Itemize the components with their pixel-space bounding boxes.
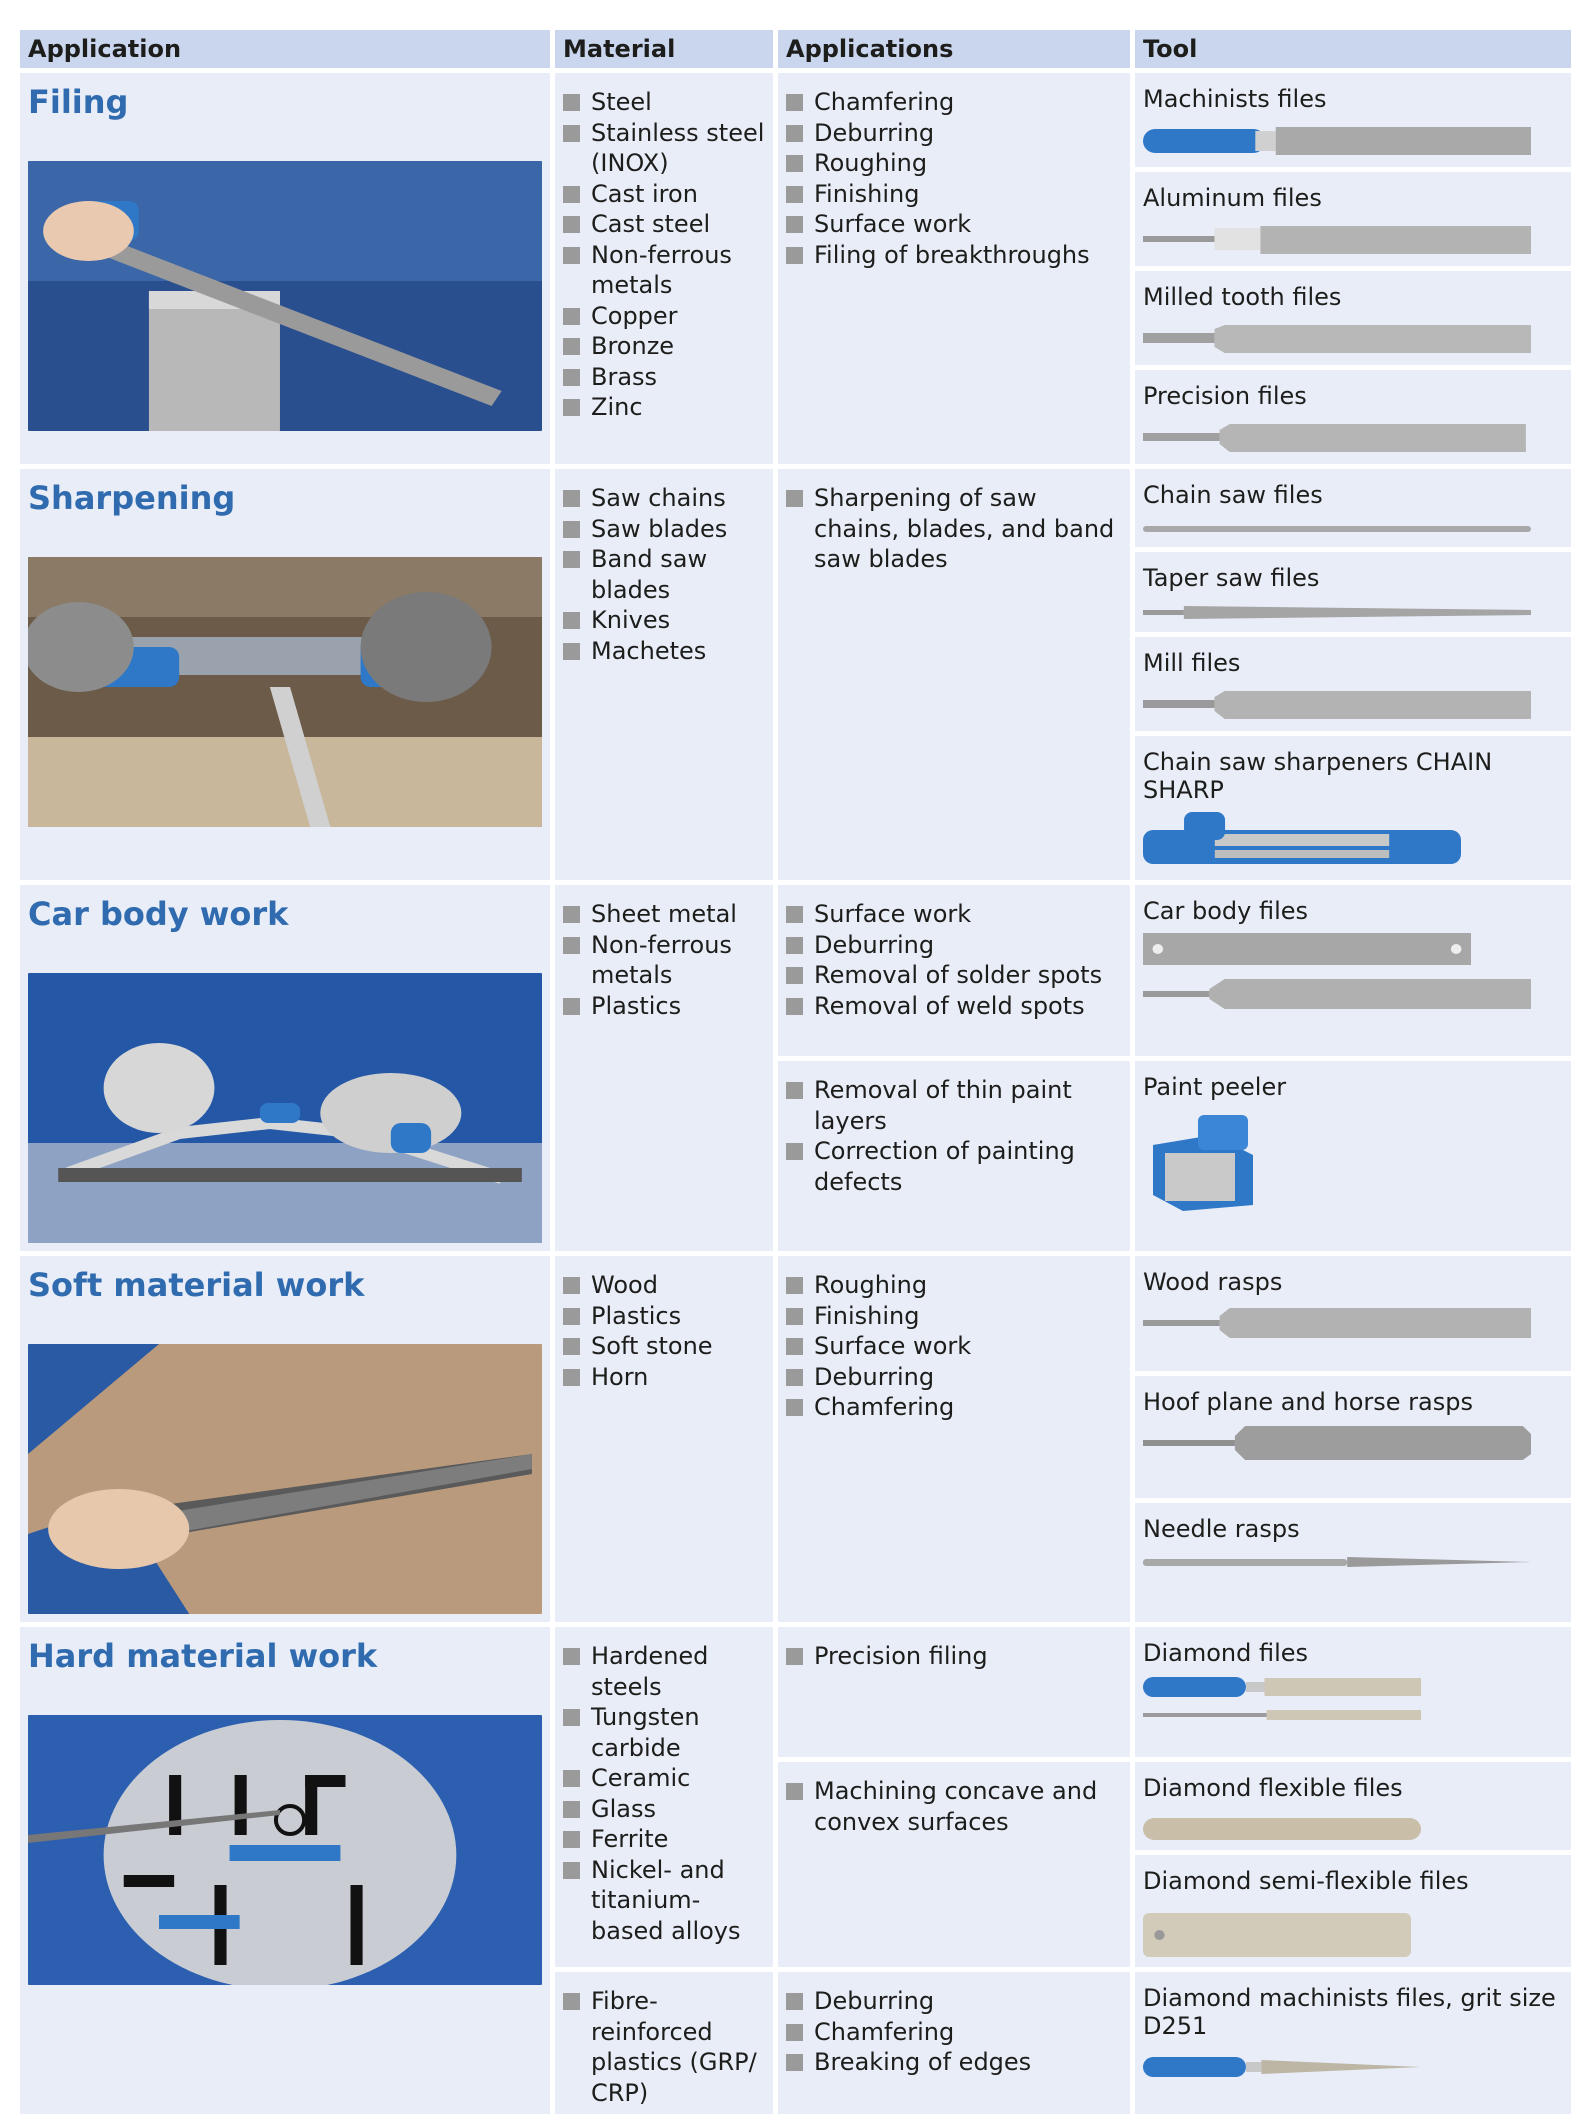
list-item: Saw blades bbox=[563, 514, 767, 545]
tool-cell bbox=[1135, 736, 1571, 880]
header-tool: Tool bbox=[1135, 30, 1571, 68]
aluminum-file-image bbox=[1143, 220, 1531, 258]
list-item: Plastics bbox=[563, 1301, 767, 1332]
tool-name: Needle rasps bbox=[1143, 1514, 1300, 1543]
tool-cell bbox=[1135, 271, 1571, 365]
list-item: Sharpening of saw chains, blades, and band saw blades bbox=[786, 483, 1124, 575]
hard-materials-cell-a bbox=[555, 1627, 773, 1967]
sharpening-materials-cell bbox=[555, 469, 773, 880]
hard-applications-cell-b bbox=[778, 1762, 1130, 1967]
tool-name: Precision files bbox=[1143, 382, 1307, 410]
machinists-file-image bbox=[1143, 121, 1531, 159]
list-item: Zinc bbox=[563, 392, 767, 423]
list-item: Chamfering bbox=[786, 1392, 1124, 1423]
diamond-semi-flexible-file-image bbox=[1143, 1911, 1411, 1959]
tool-name: Diamond machinists files, grit size D251 bbox=[1143, 1984, 1556, 2040]
tool-cell bbox=[1135, 637, 1571, 731]
soft-applications-cell bbox=[778, 1256, 1130, 1622]
carbody-applications-cell-a bbox=[778, 885, 1130, 1056]
diamond-file-image-2 bbox=[1143, 1707, 1421, 1723]
hard-applications-cell-c bbox=[778, 1972, 1130, 2114]
tool-cell bbox=[1135, 73, 1571, 167]
diamond-file-image-1 bbox=[1143, 1675, 1421, 1699]
hoof-rasp-image bbox=[1143, 1424, 1531, 1462]
tool-name: Diamond semi-flexible files bbox=[1143, 1867, 1469, 1895]
tool-name: Car body files bbox=[1143, 897, 1308, 925]
soft-materials-list bbox=[555, 1256, 773, 1398]
list-item: Machining concave and convex surfaces bbox=[786, 1776, 1124, 1837]
chain-saw-file-image bbox=[1143, 517, 1531, 539]
tool-cell bbox=[1135, 885, 1571, 1056]
list-item: Hardened steels bbox=[563, 1641, 767, 1702]
header-material: Material bbox=[555, 30, 773, 68]
hard-materials-cell-b bbox=[555, 1972, 773, 2114]
tool-cell bbox=[1135, 370, 1571, 464]
filing-applications-cell bbox=[778, 73, 1130, 464]
list-item: Plastics bbox=[563, 991, 767, 1022]
car-body-file-image-1 bbox=[1143, 933, 1471, 965]
tool-name: Machinists files bbox=[1143, 85, 1327, 113]
sharpening-applications-list bbox=[778, 469, 1130, 581]
soft-title: Soft material work bbox=[28, 1266, 365, 1304]
hard-applications-list-c bbox=[778, 1972, 1130, 2084]
list-item: Cast steel bbox=[563, 209, 767, 240]
tool-name: Milled tooth files bbox=[1143, 283, 1342, 311]
hard-title: Hard material work bbox=[28, 1637, 378, 1675]
header-application: Application bbox=[20, 30, 550, 68]
header-row bbox=[20, 30, 1571, 68]
tool-name: Diamond files bbox=[1143, 1639, 1309, 1667]
list-item: Non-ferrous metals bbox=[563, 930, 767, 991]
list-item: Surface work bbox=[786, 209, 1124, 240]
list-item: Finishing bbox=[786, 179, 1124, 210]
soft-application-cell bbox=[20, 1256, 550, 1622]
tool-name: Chain saw files bbox=[1143, 481, 1323, 509]
tool-cell bbox=[1135, 1762, 1571, 1850]
list-item: Horn bbox=[563, 1362, 767, 1393]
filing-applications-list bbox=[778, 73, 1130, 276]
hard-materials-list-a bbox=[555, 1627, 773, 1952]
sharpening-application-cell bbox=[20, 469, 550, 880]
list-item: Deburring bbox=[786, 1986, 1124, 2017]
soft-applications-list bbox=[778, 1256, 1130, 1429]
filing-application-cell bbox=[20, 73, 550, 464]
filing-materials-list bbox=[555, 73, 773, 429]
tool-cell bbox=[1135, 1376, 1571, 1498]
tool-cell bbox=[1135, 1972, 1571, 2114]
list-item: Soft stone bbox=[563, 1331, 767, 1362]
needle-rasp-image bbox=[1143, 1551, 1531, 1573]
carbody-title: Car body work bbox=[28, 895, 289, 933]
hard-materials-list-b bbox=[555, 1972, 773, 2114]
list-item: Nickel- and titanium-based alloys bbox=[563, 1855, 767, 1947]
row-filing bbox=[20, 73, 1571, 167]
list-item: Surface work bbox=[786, 899, 1124, 930]
paint-peeler-image bbox=[1143, 1115, 1263, 1211]
sharpening-photo bbox=[28, 557, 542, 827]
tool-name: Mill files bbox=[1143, 649, 1241, 677]
list-item: Sheet metal bbox=[563, 899, 767, 930]
filing-materials-cell bbox=[555, 73, 773, 464]
list-item: Removal of solder spots bbox=[786, 960, 1124, 991]
list-item: Stainless steel (INOX) bbox=[563, 118, 767, 179]
list-item: Ceramic bbox=[563, 1763, 767, 1794]
tool-cell bbox=[1135, 469, 1571, 547]
tool-cell bbox=[1135, 1627, 1571, 1757]
list-item: Deburring bbox=[786, 930, 1124, 961]
tool-cell bbox=[1135, 172, 1571, 266]
list-item: Machetes bbox=[563, 636, 767, 667]
list-item: Precision filing bbox=[786, 1641, 1124, 1672]
list-item: Deburring bbox=[786, 118, 1124, 149]
hard-application-cell bbox=[20, 1627, 550, 2114]
list-item: Fibre-reinforced plastics (GRP/ CRP) bbox=[563, 1986, 767, 2108]
list-item: Bronze bbox=[563, 331, 767, 362]
list-item: Ferrite bbox=[563, 1824, 767, 1855]
list-item: Finishing bbox=[786, 1301, 1124, 1332]
chain-sharp-image bbox=[1143, 812, 1461, 872]
tool-name: Wood rasps bbox=[1143, 1268, 1283, 1296]
tool-name: Diamond flexible files bbox=[1143, 1774, 1403, 1802]
tool-cell bbox=[1135, 1503, 1571, 1622]
list-item: Knives bbox=[563, 605, 767, 636]
list-item: Glass bbox=[563, 1794, 767, 1825]
tool-cell bbox=[1135, 1061, 1571, 1251]
soft-photo bbox=[28, 1344, 542, 1614]
sharpening-applications-cell bbox=[778, 469, 1130, 880]
carbody-materials-cell bbox=[555, 885, 773, 1251]
list-item: Saw chains bbox=[563, 483, 767, 514]
filing-title: Filing bbox=[28, 83, 129, 121]
list-item: Roughing bbox=[786, 148, 1124, 179]
sharpening-title: Sharpening bbox=[28, 479, 236, 517]
diamond-machinists-file-image bbox=[1143, 2052, 1421, 2082]
tool-name: Paint peeler bbox=[1143, 1073, 1287, 1102]
tool-name: Taper saw files bbox=[1143, 564, 1320, 592]
list-item: Band saw blades bbox=[563, 544, 767, 605]
list-item: Steel bbox=[563, 87, 767, 118]
row-hard bbox=[20, 1627, 1571, 1757]
list-item: Copper bbox=[563, 301, 767, 332]
file-application-table bbox=[15, 25, 1576, 2119]
carbody-materials-list bbox=[555, 885, 773, 1027]
list-item: Removal of weld spots bbox=[786, 991, 1124, 1022]
list-item: Breaking of edges bbox=[786, 2047, 1124, 2078]
car-body-file-image-2 bbox=[1143, 975, 1531, 1013]
list-item: Removal of thin paint layers bbox=[786, 1075, 1124, 1136]
list-item: Filing of breakthroughs bbox=[786, 240, 1124, 271]
tool-cell bbox=[1135, 1256, 1571, 1371]
hard-applications-list-b bbox=[778, 1762, 1130, 1843]
list-item: Roughing bbox=[786, 1270, 1124, 1301]
tool-name: Chain saw sharpeners CHAIN SHARP bbox=[1143, 748, 1493, 804]
row-carbody bbox=[20, 885, 1571, 1056]
filing-photo bbox=[28, 161, 542, 431]
tool-name: Hoof plane and horse rasps bbox=[1143, 1387, 1473, 1416]
list-item: Surface work bbox=[786, 1331, 1124, 1362]
taper-saw-file-image bbox=[1143, 600, 1531, 624]
header-applications: Applications bbox=[778, 30, 1130, 68]
list-item: Deburring bbox=[786, 1362, 1124, 1393]
carbody-application-cell bbox=[20, 885, 550, 1251]
list-item: Non-ferrous metals bbox=[563, 240, 767, 301]
list-item: Tungsten carbide bbox=[563, 1702, 767, 1763]
carbody-applications-list-a bbox=[778, 885, 1130, 1027]
list-item: Cast iron bbox=[563, 179, 767, 210]
row-soft bbox=[20, 1256, 1571, 1371]
wood-rasp-image bbox=[1143, 1304, 1531, 1342]
hard-photo bbox=[28, 1715, 542, 1985]
milled-tooth-file-image bbox=[1143, 319, 1531, 357]
list-item: Brass bbox=[563, 362, 767, 393]
carbody-applications-cell-b bbox=[778, 1061, 1130, 1251]
carbody-photo bbox=[28, 973, 542, 1243]
hard-applications-list-a bbox=[778, 1627, 1130, 1678]
hard-applications-cell-a bbox=[778, 1627, 1130, 1757]
tool-cell bbox=[1135, 1855, 1571, 1967]
list-item: Correction of painting defects bbox=[786, 1136, 1124, 1197]
tool-name: Aluminum files bbox=[1143, 184, 1322, 212]
soft-materials-cell bbox=[555, 1256, 773, 1622]
list-item: Chamfering bbox=[786, 2017, 1124, 2048]
list-item: Wood bbox=[563, 1270, 767, 1301]
carbody-applications-list-b bbox=[778, 1061, 1130, 1203]
diamond-flexible-file-image bbox=[1143, 1816, 1421, 1842]
precision-file-image bbox=[1143, 418, 1531, 456]
tool-cell bbox=[1135, 552, 1571, 632]
row-sharpening bbox=[20, 469, 1571, 547]
list-item: Chamfering bbox=[786, 87, 1124, 118]
sharpening-materials-list bbox=[555, 469, 773, 672]
mill-file-image bbox=[1143, 685, 1531, 723]
